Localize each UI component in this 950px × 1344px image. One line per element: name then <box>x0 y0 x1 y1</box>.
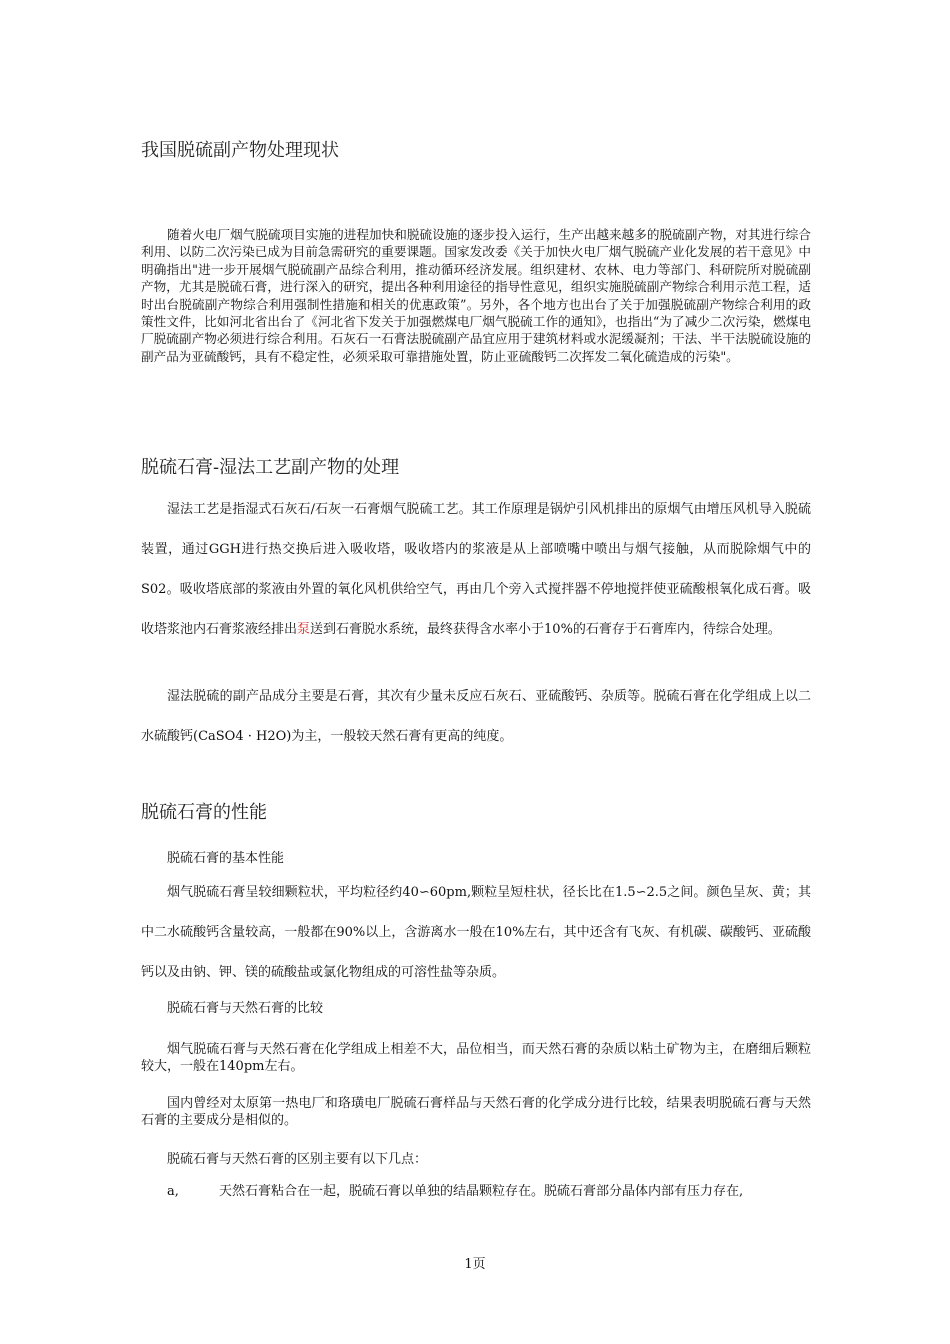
analysis-paragraph: 国内曾经对太原第一热电厂和珞璜电厂脱硫石膏样品与天然石膏的化学成分进行比较，结果表明脱硫石膏与天然石膏的主要成分是相似的。 <box>141 1096 811 1129</box>
subheading-comparison: 脱硫石膏与天然石膏的比较 <box>167 1001 324 1016</box>
wet-process-paragraph <box>141 490 811 650</box>
section-heading-properties: 脱硫石膏的性能 <box>141 802 267 823</box>
page-title: 我国脱硫副产物处理现状 <box>141 140 339 161</box>
list-item-a-text: 天然石膏粘合在一起，脱硫石膏以单独的结晶颗粒存在。脱硫石膏部分晶体内部有压力存在, <box>219 1184 744 1199</box>
wet-process-text-1: 湿法工艺是指湿式石灰石/石灰一石膏烟气脱硫工艺。其工作原理是锅炉引风机排出的原烟气由增压风机导入脱硫装置，通过GGH进行热交换后进入吸收塔，吸收塔内的浆液是从上部喷嘴中喷出与烟气接触，从而脱除烟气中的S02。吸收塔底部的浆液由外置的氧化风机供给空气，再由几个旁入式搅拌器不停地搅拌使亚硫酸根氧化成石膏。吸收塔浆池内石膏浆液经排出 <box>141 502 811 637</box>
list-item-a <box>167 1183 811 1201</box>
pump-highlight: 泵 <box>297 622 311 637</box>
page-number: 1页 <box>464 1257 486 1272</box>
basic-properties-paragraph: 烟气脱硫石膏呈较细颗粒状，平均粒径约40∽60pm,颗粒呈短柱状，径长比在1.5∽2.5之间。颜色呈灰、黄；其中二水硫酸钙含量较高，一般都在90%以上，含游离水一般在10%左右，其中还含有飞灰、有机碳、碳酸钙、亚硫酸钙以及由钠、钾、镁的硫酸盐或氯化物组成的可溶性盐等杂质。 <box>141 885 811 980</box>
intro-paragraph: 随着火电厂烟气脱硫项目实施的进程加快和脱硫设施的逐步投入运行，生产出越来越多的脱硫副产物，对其进行综合利用、以防二次污染已成为目前急需研究的重要课题。国家发改委《关于加快火电厂烟气脱硫产业化发展的若干意见》中明确指出"进一步开展烟气脱硫副产品综合利用，推动循环经济发展。组织建材、农林、电力等部门、科研院所对脱硫副产物，尤其是脱硫石膏，进行深入的研究，提出各种利用途径的指导性意见，组织实施脱硫副产物综合利用示范工程，适时出台脱硫副产物综合利用强制性措施和相关的优惠政策”。另外，各个地方也出台了关于加强脱硫副产物综合利用的政策性文件，比如河北省出台了《河北省下发关于加强燃煤电厂烟气脱硫工作的通知》，也指出“为了减少二次污染，燃煤电厂脱硫副产物必须进行综合利用。石灰石一石膏法脱硫副产品宜应用于建筑材料或水泥缓凝剂；干法、半干法脱硫设施的副产品为亚硫酸钙，具有不稳定性，必须采取可靠措施处置，防止亚硫酸钙二次挥发二氧化硫造成的污染"。 <box>141 227 811 364</box>
subheading-differences: 脱硫石膏与天然石膏的区别主要有以下几点： <box>167 1152 428 1167</box>
subheading-basic-properties: 脱硫石膏的基本性能 <box>167 851 285 866</box>
wet-process-text-2: 送到石膏脱水系统，最终获得含水率小于10%的石膏存于石膏库内，待综合处理。 <box>310 622 781 637</box>
list-marker-a: a, <box>167 1184 179 1199</box>
comparison-paragraph: 烟气脱硫石膏与天然石膏在化学组成上相差不大，品位相当，而天然石膏的杂质以粘土矿物为主，在磨细后颗粒较大，一般在140pm左右。 <box>141 1042 811 1075</box>
byproduct-paragraph: 湿法脱硫的副产品成分主要是石膏，其次有少量未反应石灰石、亚硫酸钙、杂质等。脱硫石膏在化学组成上以二水硫酸钙(CaSO4 · H2O)为主，一般较天然石膏有更高的纯度。 <box>141 689 811 744</box>
section-heading-wet-process: 脱硫石膏-湿法工艺副产物的处理 <box>141 457 400 478</box>
